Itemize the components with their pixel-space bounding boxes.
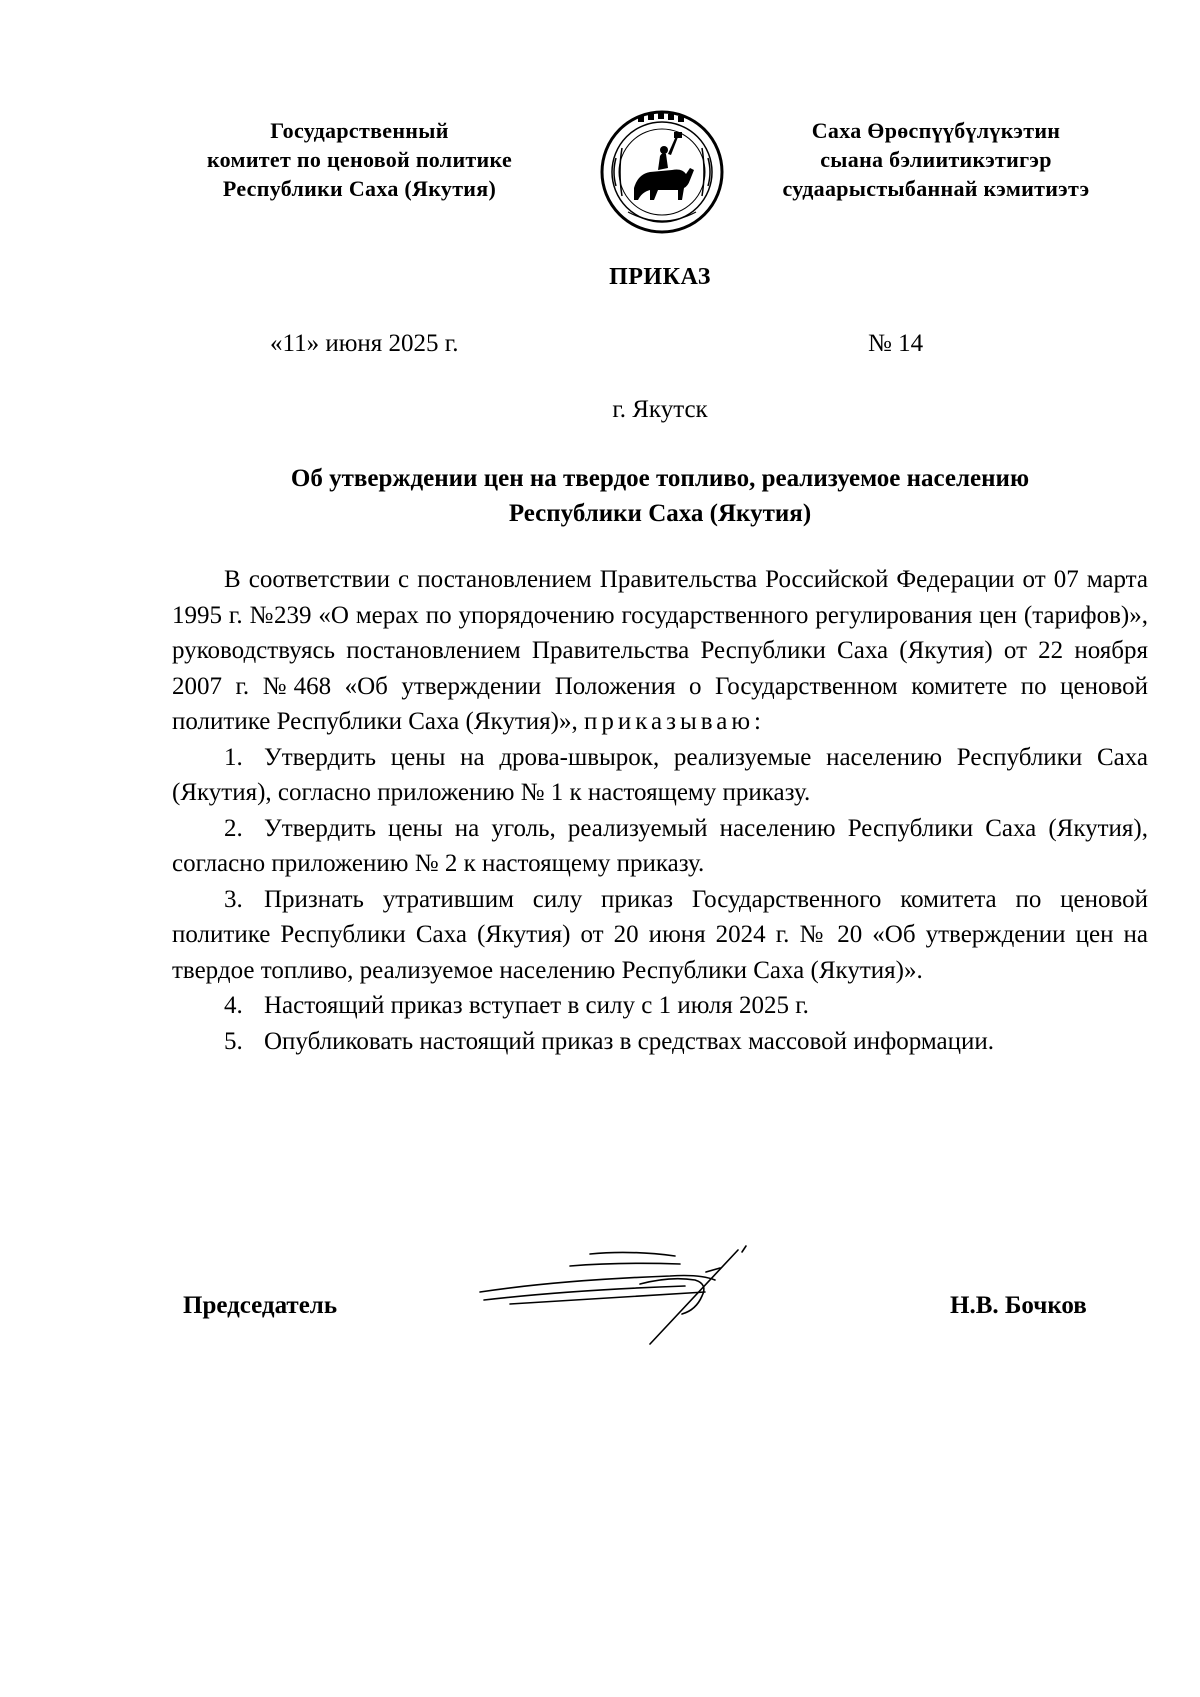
item-text: Настоящий приказ вступает в силу с 1 июля 2025 г. — [264, 992, 809, 1019]
org-name-line: судаарыстыбаннай кэмитиэтэ — [782, 176, 1090, 201]
org-name-line: Саха Өрөспүүбүлүкэтин — [811, 118, 1061, 143]
org-name-line: Республики Саха (Якутия) — [222, 176, 497, 201]
document-type: ПРИКАЗ — [609, 264, 711, 290]
org-name-line: комитет по ценовой политике — [206, 147, 513, 172]
list-item — [172, 882, 1148, 989]
item-text: Утвердить цены на уголь, реализуемый населению Республики Саха (Якутия), согласно приложению № 2 к настоящему приказу. — [172, 814, 1148, 877]
document-number: № 14 — [868, 330, 924, 357]
org-name-line: Государственный — [270, 118, 449, 143]
document-date: «11» июня 2025 г. — [270, 330, 459, 357]
item-number: 5. — [224, 1027, 243, 1055]
item-text: Признать утратившим силу приказ Государственного комитета по ценовой политике Республики Саха (Якутия) от 20 июня 2024 г. № 20 «Об утверждении цен на твердое топливо, реализуемое населению Республики Саха (Якутия)». — [172, 885, 1148, 984]
org-name-russian — [172, 116, 547, 203]
document-city: г. Якутск — [612, 396, 708, 423]
item-text: Утвердить цены на дрова-швырок, реализуемые населению Республики Саха (Якутия), согласно приложению № 1 к настоящему приказу. — [172, 743, 1148, 806]
list-item — [172, 811, 1148, 882]
title-line: Об утверждении цен на твердое топливо, реализуемое населению — [290, 465, 1030, 492]
item-number: 2. — [224, 814, 243, 842]
document-body — [172, 562, 1148, 1059]
signatory-name: Н.В. Бочков — [950, 1292, 1087, 1319]
intro-paragraph — [172, 562, 1148, 740]
org-name-line: сыана бэлиитикэтигэр — [820, 147, 1052, 172]
list-item — [172, 1024, 1148, 1060]
title-line: Республики Саха (Якутия) — [508, 500, 812, 527]
item-number: 3. — [224, 885, 243, 913]
list-item — [172, 988, 1148, 1024]
handwritten-signature — [470, 1240, 800, 1350]
document-title — [172, 461, 1148, 531]
item-text: Опубликовать настоящий приказ в средствах массовой информации. — [264, 1027, 995, 1055]
intro-text: В соответствии с постановлением Правительства Российской Федерации от 07 марта 1995 г. №239 «О мерах по упорядочению государственного регулирования цен (тарифов)», руководствуясь постановлением Правительства Республики Саха (Якутия) от 22 ноября 2007 г. №468 «Об утверждении Положения о Государственном комитете по ценовой политике Республики Саха (Якутия)», — [172, 566, 1148, 735]
item-number: 4. — [224, 992, 243, 1019]
signatory-role: Председатель — [183, 1292, 338, 1319]
org-name-sakha — [736, 116, 1136, 203]
item-number: 1. — [224, 743, 243, 771]
intro-action: приказываю: — [583, 708, 765, 735]
coat-of-arms-icon — [598, 108, 726, 236]
list-item — [172, 740, 1148, 811]
